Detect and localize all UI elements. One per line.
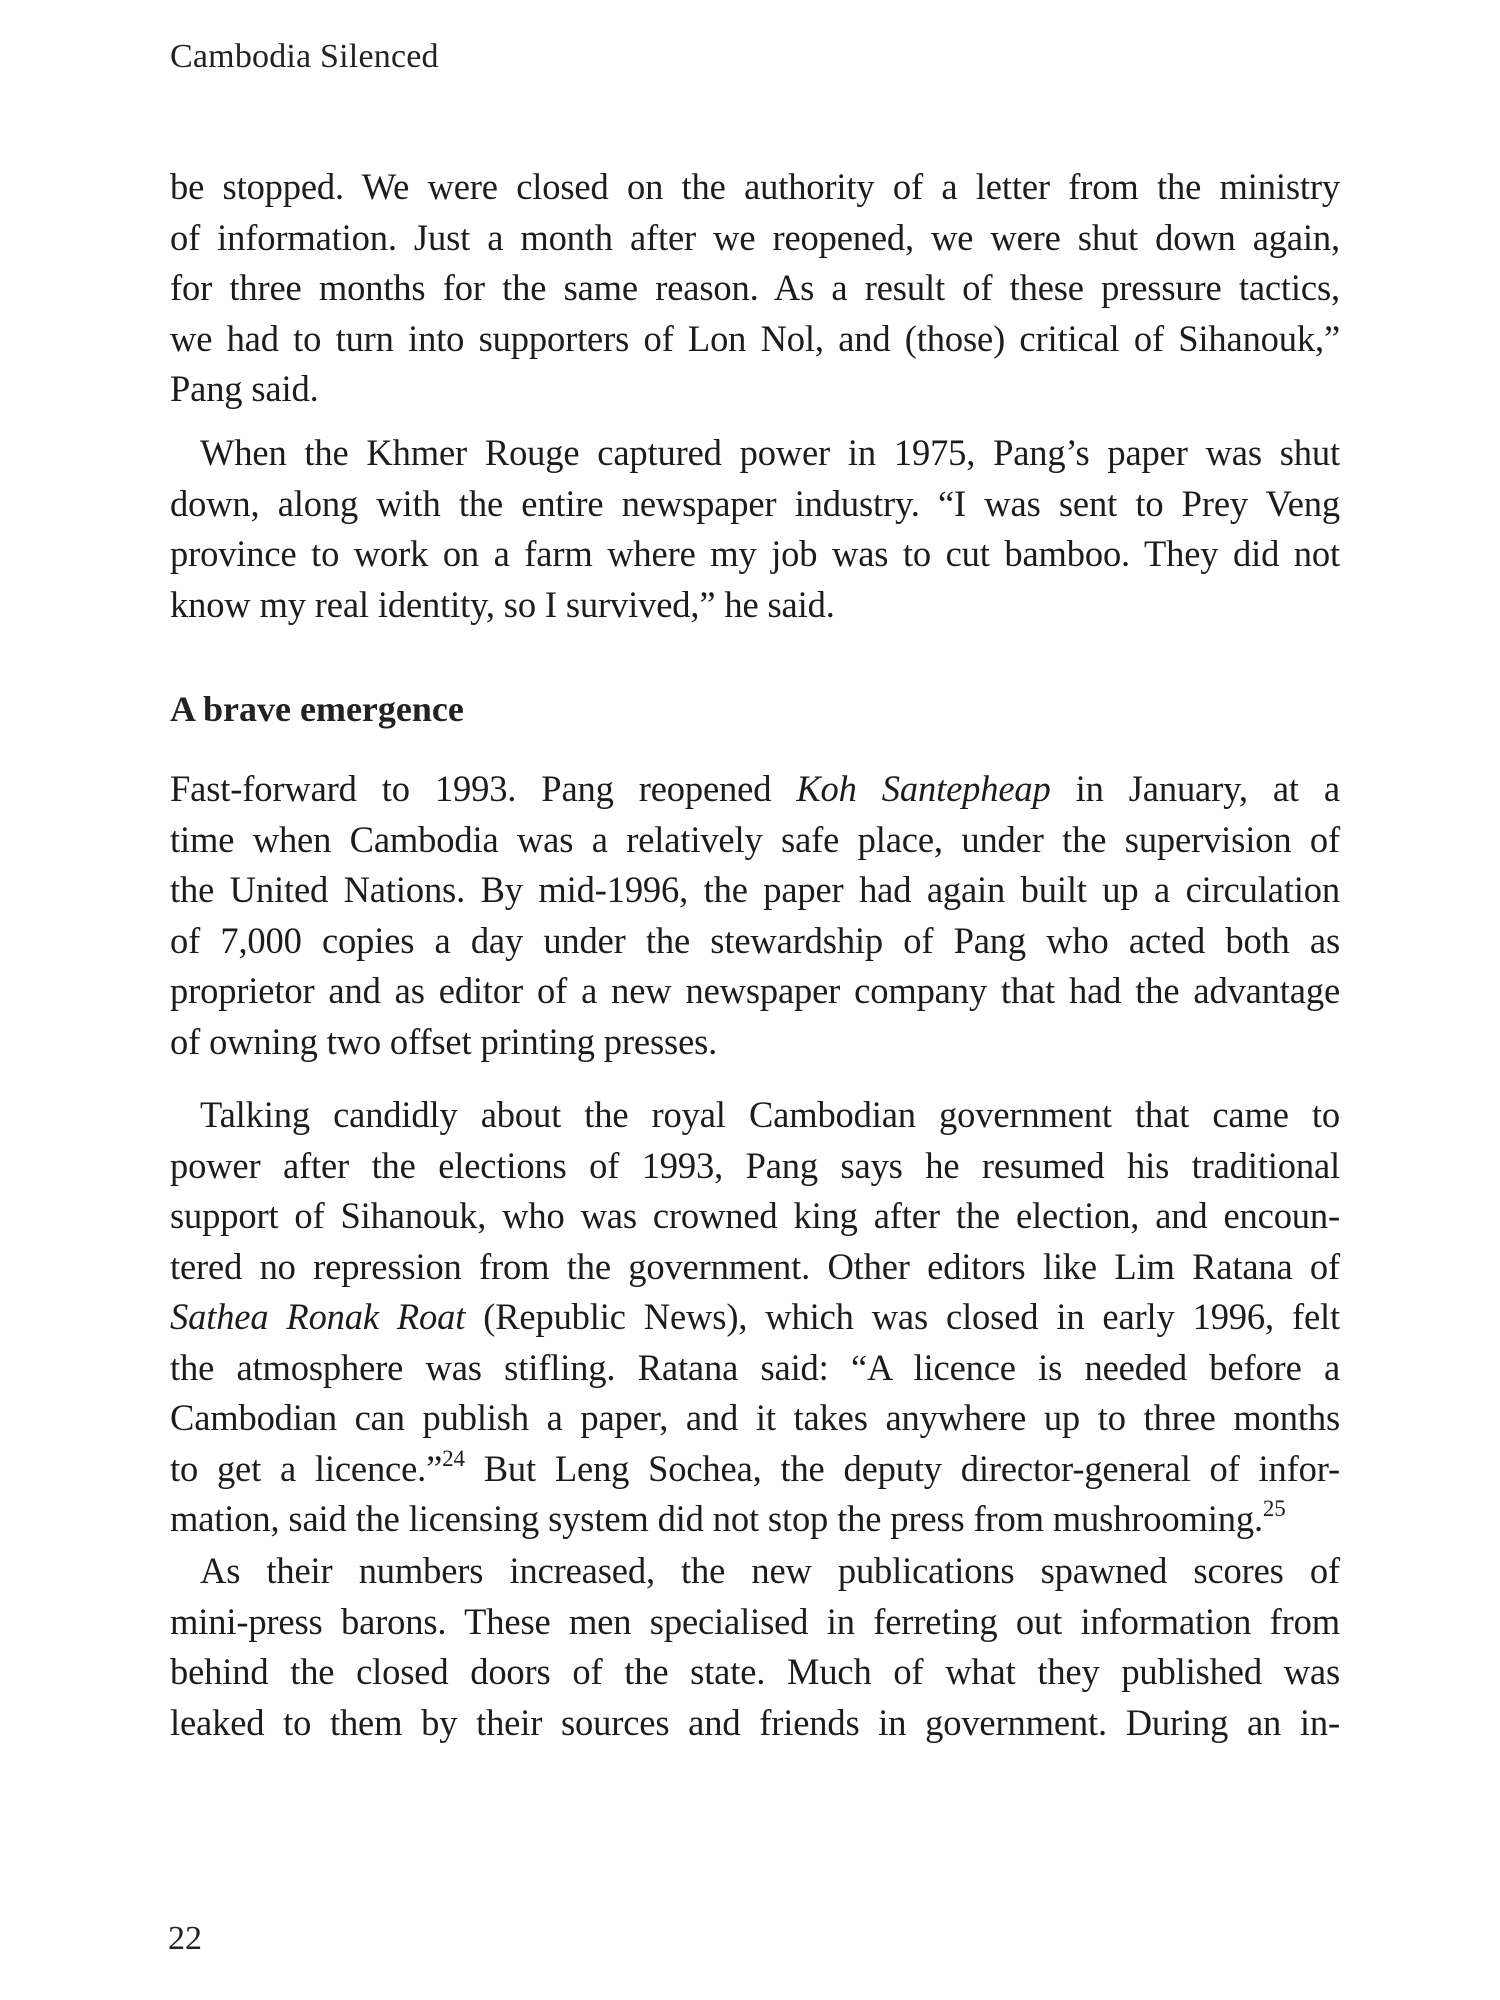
running-head: Cambodia Silenced [170, 38, 439, 75]
text-line: tered no repression from the government. Other editors like Lim Ratana of [170, 1245, 1340, 1287]
text-line: the atmosphere was stifling. Ratana said: “A licence is needed before a [170, 1346, 1340, 1388]
text-line: Talking candidly about the royal Cambodian government that came to [200, 1094, 1340, 1135]
text-line: we had to turn into supporters of Lon Nol, and (those) critical of Sihanouk,” [170, 317, 1340, 359]
text-line: When the Khmer Rouge captured power in 1975, Pang’s paper was shut [200, 432, 1340, 473]
newspaper-title: Koh Santepheap [796, 768, 1051, 809]
text-line: Cambodian can publish a paper, and it takes anywhere up to three months [170, 1397, 1340, 1438]
text-line [170, 1444, 1340, 1495]
text-line: time when Cambodia was a relatively safe place, under the supervision of [170, 818, 1340, 860]
text-span: But Leng Sochea, the deputy director-general of infor- [464, 1447, 1340, 1489]
text-span: to get a licence.” [170, 1447, 443, 1489]
paragraph [170, 764, 1340, 1067]
text-line: of owning two offset printing presses. [170, 1020, 718, 1062]
newspaper-title: Sathea Ronak Roat [170, 1296, 466, 1337]
paragraph [170, 162, 1340, 415]
paragraph [170, 1546, 1340, 1748]
text-line: down, along with the entire newspaper industry. “I was sent to Prey Veng [170, 482, 1340, 524]
text-line [170, 1494, 1340, 1545]
text-span: mation, said the licensing system did not stop the press from mushrooming. [170, 1498, 1263, 1539]
footnote-marker: 24 [442, 1445, 465, 1471]
footnote-marker: 25 [1262, 1496, 1286, 1521]
section-heading: A brave emergence [170, 689, 464, 729]
text-line: province to work on a farm where my job was to cut bamboo. They did not [170, 533, 1340, 574]
text-span: in January, at a [1050, 768, 1340, 809]
text-line: know my real identity, so I survived,” he said. [170, 583, 835, 625]
text-line: of 7,000 copies a day under the stewardship of Pang who acted both as [170, 919, 1340, 961]
text-line [170, 764, 1340, 815]
text-line: behind the closed doors of the state. Much of what they published was [170, 1651, 1340, 1692]
text-line: As their numbers increased, the new publications spawned scores of [200, 1550, 1340, 1591]
text-line: leaked to them by their sources and friends in government. During an in- [170, 1701, 1340, 1743]
text-line: be stopped. We were closed on the authority of a letter from the ministry [170, 166, 1340, 207]
paragraph [170, 428, 1340, 630]
text-line: mini-press barons. These men specialised in ferreting out information from [170, 1600, 1340, 1642]
page-number: 22 [168, 1920, 202, 1957]
text-span: (Republic News), which was closed in early 1996, felt [465, 1296, 1340, 1337]
text-line: power after the elections of 1993, Pang says he resumed his traditional [170, 1144, 1340, 1186]
text-line: proprietor and as editor of a new newspaper company that had the advantage [170, 970, 1340, 1011]
text-line: for three months for the same reason. As a result of these pressure tactics, [170, 267, 1340, 308]
text-span: Fast-forward to 1993. Pang reopened [170, 768, 797, 809]
paragraph [170, 1090, 1340, 1545]
text-line [170, 1292, 1340, 1343]
text-line: of information. Just a month after we reopened, we were shut down again, [170, 216, 1340, 258]
text-line: the United Nations. By mid-1996, the paper had again built up a circulation [170, 869, 1340, 910]
text-line: Pang said. [170, 368, 319, 409]
text-line: support of Sihanouk, who was crowned king after the election, and encoun- [170, 1195, 1340, 1236]
